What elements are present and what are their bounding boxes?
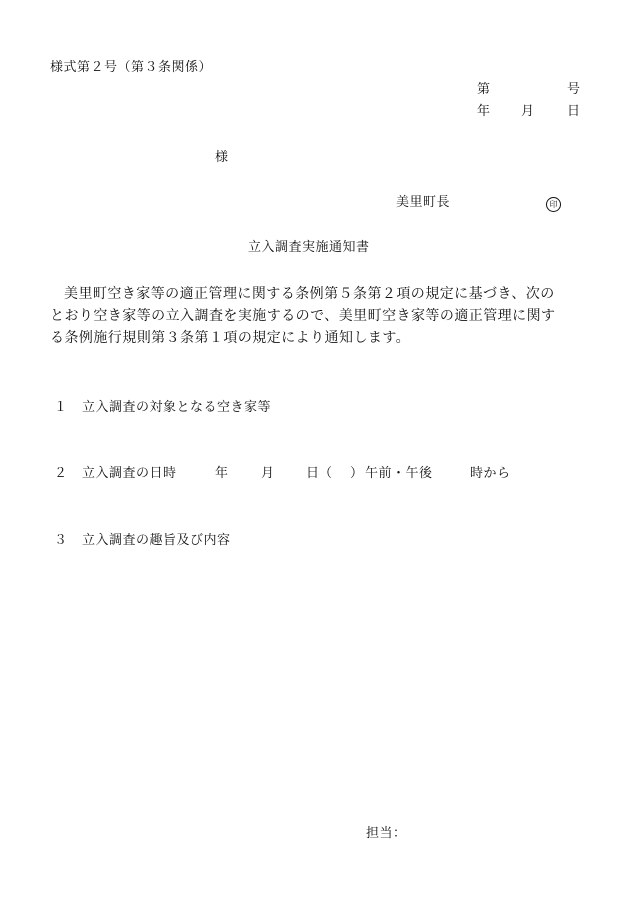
item-label: 立入調査の趣旨及び内容 — [82, 533, 231, 548]
item-number: ３ — [54, 533, 68, 548]
contact-label: 担当： — [366, 826, 407, 841]
item-2-year-label: 年 — [215, 466, 229, 481]
form-label: 様式第２号（第３条関係） — [50, 60, 213, 75]
item-2-month-label: 月 — [261, 466, 275, 481]
body-line-1: 美里町空き家等の適正管理に関する条例第５条第２項の規定に基づき、次の — [64, 286, 555, 302]
body-line-3: る条例施行規則第３条第１項の規定により通知します。 — [50, 330, 411, 346]
item-number: ２ — [54, 466, 68, 481]
item-2 — [54, 466, 177, 482]
item-2-time-suffix: 時から — [470, 466, 511, 481]
seal-mark — [546, 196, 561, 212]
seal-icon: 印 — [546, 197, 561, 212]
document-number-suffix: 号 — [567, 82, 581, 97]
date-day-label: 日 — [567, 104, 581, 119]
body-line-2: とおり空き家等の立入調査を実施するので、美里町空き家等の適正管理に関す — [50, 308, 556, 324]
date-year-label: 年 — [477, 104, 491, 119]
item-number: １ — [54, 400, 68, 415]
addressee-honorific: 様 — [215, 150, 229, 165]
item-label: 立入調査の日時 — [82, 466, 177, 481]
item-1 — [54, 400, 271, 416]
date-month-label: 月 — [521, 104, 535, 119]
item-2-ampm: 午前・午後 — [365, 466, 433, 481]
item-2-paren-close: ） — [350, 466, 364, 481]
document-title: 立入調査実施通知書 — [248, 240, 370, 255]
item-label: 立入調査の対象となる空き家等 — [82, 400, 272, 415]
item-3 — [54, 533, 231, 549]
document-number-prefix: 第 — [477, 82, 491, 97]
item-2-day-label: 日（ — [306, 466, 333, 481]
sender-title: 美里町長 — [396, 195, 451, 210]
